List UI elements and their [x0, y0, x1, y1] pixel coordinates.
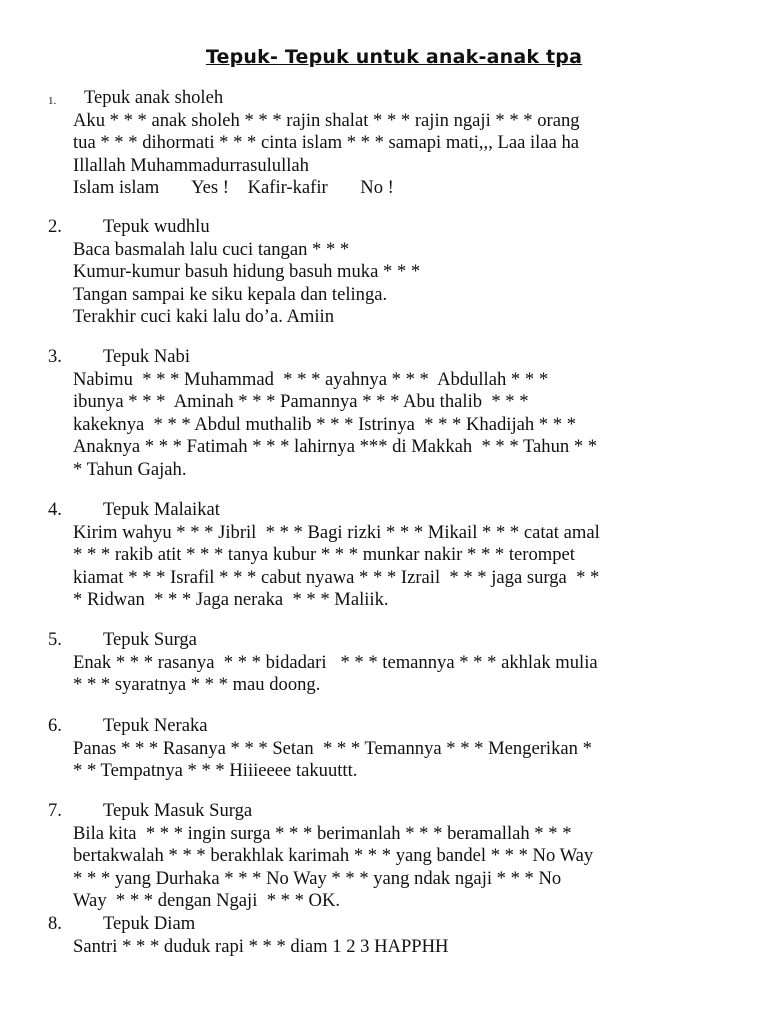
section-body — [73, 522, 735, 612]
text-line: Terakhir cuci kaki lalu do’a. Amiin — [73, 306, 334, 328]
section-body — [73, 738, 735, 783]
text-line: Kirim wahyu * * * Jibril * * * Bagi rizki * * * Mikail * * * catat amal — [73, 521, 600, 543]
section-heading — [48, 87, 738, 110]
text-line: Kumur-kumur basuh hidung basuh muka * * * — [73, 261, 421, 283]
section-heading — [48, 913, 738, 936]
section-number: 5. — [48, 629, 62, 650]
text-line: Baca basmalah lalu cuci tangan * * * — [73, 238, 350, 260]
text-line: Tangan sampai ke siku kepala dan telinga. — [73, 283, 388, 305]
text-line: Panas * * * Rasanya * * * Setan * * * Temannya * * * Mengerikan * — [73, 737, 592, 759]
section-3 — [48, 346, 738, 482]
section-body — [73, 652, 735, 697]
text-line: Way * * * dengan Ngaji * * * OK. — [73, 890, 341, 912]
text-line: kakeknya * * * Abdul muthalib * * * Istrinya * * * Khadijah * * * — [73, 413, 576, 435]
section-number: 6. — [48, 715, 62, 736]
section-title: Tepuk Masuk Surga — [103, 800, 253, 821]
section-4 — [48, 499, 738, 612]
text-line: Enak * * * rasanya * * * bidadari * * * temannya * * * akhlak mulia — [73, 651, 598, 673]
text-line: * Ridwan * * * Jaga neraka * * * Maliik. — [73, 589, 389, 611]
text-line: bertakwalah * * * berakhlak karimah * * * yang bandel * * * No Way — [73, 845, 594, 867]
section-number: 1. — [48, 95, 57, 107]
text-line: * * * rakib atit * * * tanya kubur * * * munkar nakir * * * terompet — [73, 544, 575, 566]
section-title: Tepuk Diam — [103, 913, 196, 934]
section-2 — [48, 216, 738, 329]
section-6 — [48, 715, 738, 783]
section-1 — [48, 87, 738, 200]
section-heading — [48, 629, 738, 652]
section-body — [73, 369, 735, 482]
document-title: Tepuk- Tepuk untuk anak-anak tpa — [205, 46, 583, 68]
section-body — [73, 239, 735, 329]
section-title: Tepuk wudhlu — [103, 216, 210, 237]
section-number: 4. — [48, 499, 62, 520]
section-number: 2. — [48, 216, 62, 237]
text-line: Nabimu * * * Muhammad * * * ayahnya * * * Abdullah * * * — [73, 368, 549, 390]
text-line: kiamat * * * Israfil * * * cabut nyawa * * * Izrail * * * jaga surga * * — [73, 566, 600, 588]
section-heading — [48, 715, 738, 738]
text-line: Anaknya * * * Fatimah * * * lahirnya *** di Makkah * * * Tahun * * — [73, 436, 598, 458]
section-body — [73, 936, 735, 959]
section-title: Tepuk Nabi — [103, 346, 190, 367]
section-5 — [48, 629, 738, 697]
text-line: Illallah Muhammadurrasulullah — [73, 154, 309, 176]
section-title: Tepuk Surga — [103, 629, 197, 650]
text-line: Santri * * * duduk rapi * * * diam 1 2 3 HAPPHH — [73, 935, 449, 957]
section-body — [73, 823, 735, 913]
section-heading — [48, 499, 738, 522]
section-heading — [48, 346, 738, 369]
text-line: * Tahun Gajah. — [73, 458, 187, 480]
text-line: ibunya * * * Aminah * * * Pamannya * * * Abu thalib * * * — [73, 391, 529, 413]
text-line: * * * yang Durhaka * * * No Way * * * yang ndak ngaji * * * No — [73, 867, 562, 889]
text-line: * * Tempatnya * * * Hiiieeee takuuttt. — [73, 760, 358, 782]
section-body — [73, 110, 735, 200]
section-8 — [48, 913, 738, 958]
section-number: 3. — [48, 346, 62, 367]
text-line: * * * syaratnya * * * mau doong. — [73, 674, 321, 696]
section-7 — [48, 800, 738, 913]
section-number: 7. — [48, 800, 62, 821]
text-line: Islam islam Yes ! Kafir-kafir No ! — [73, 177, 394, 199]
section-number: 8. — [48, 913, 62, 934]
section-title: Tepuk Neraka — [103, 715, 208, 736]
section-title: Tepuk Malaikat — [103, 499, 220, 520]
text-line: Bila kita * * * ingin surga * * * berimanlah * * * beramallah * * * — [73, 822, 572, 844]
section-title: Tepuk anak sholeh — [84, 87, 224, 108]
text-line: tua * * * dihormati * * * cinta islam * * * samapi mati,,, Laa ilaa ha — [73, 132, 580, 154]
text-line: Aku * * * anak sholeh * * * rajin shalat * * * rajin ngaji * * * orang — [73, 109, 580, 131]
section-heading — [48, 216, 738, 239]
section-heading — [48, 800, 738, 823]
